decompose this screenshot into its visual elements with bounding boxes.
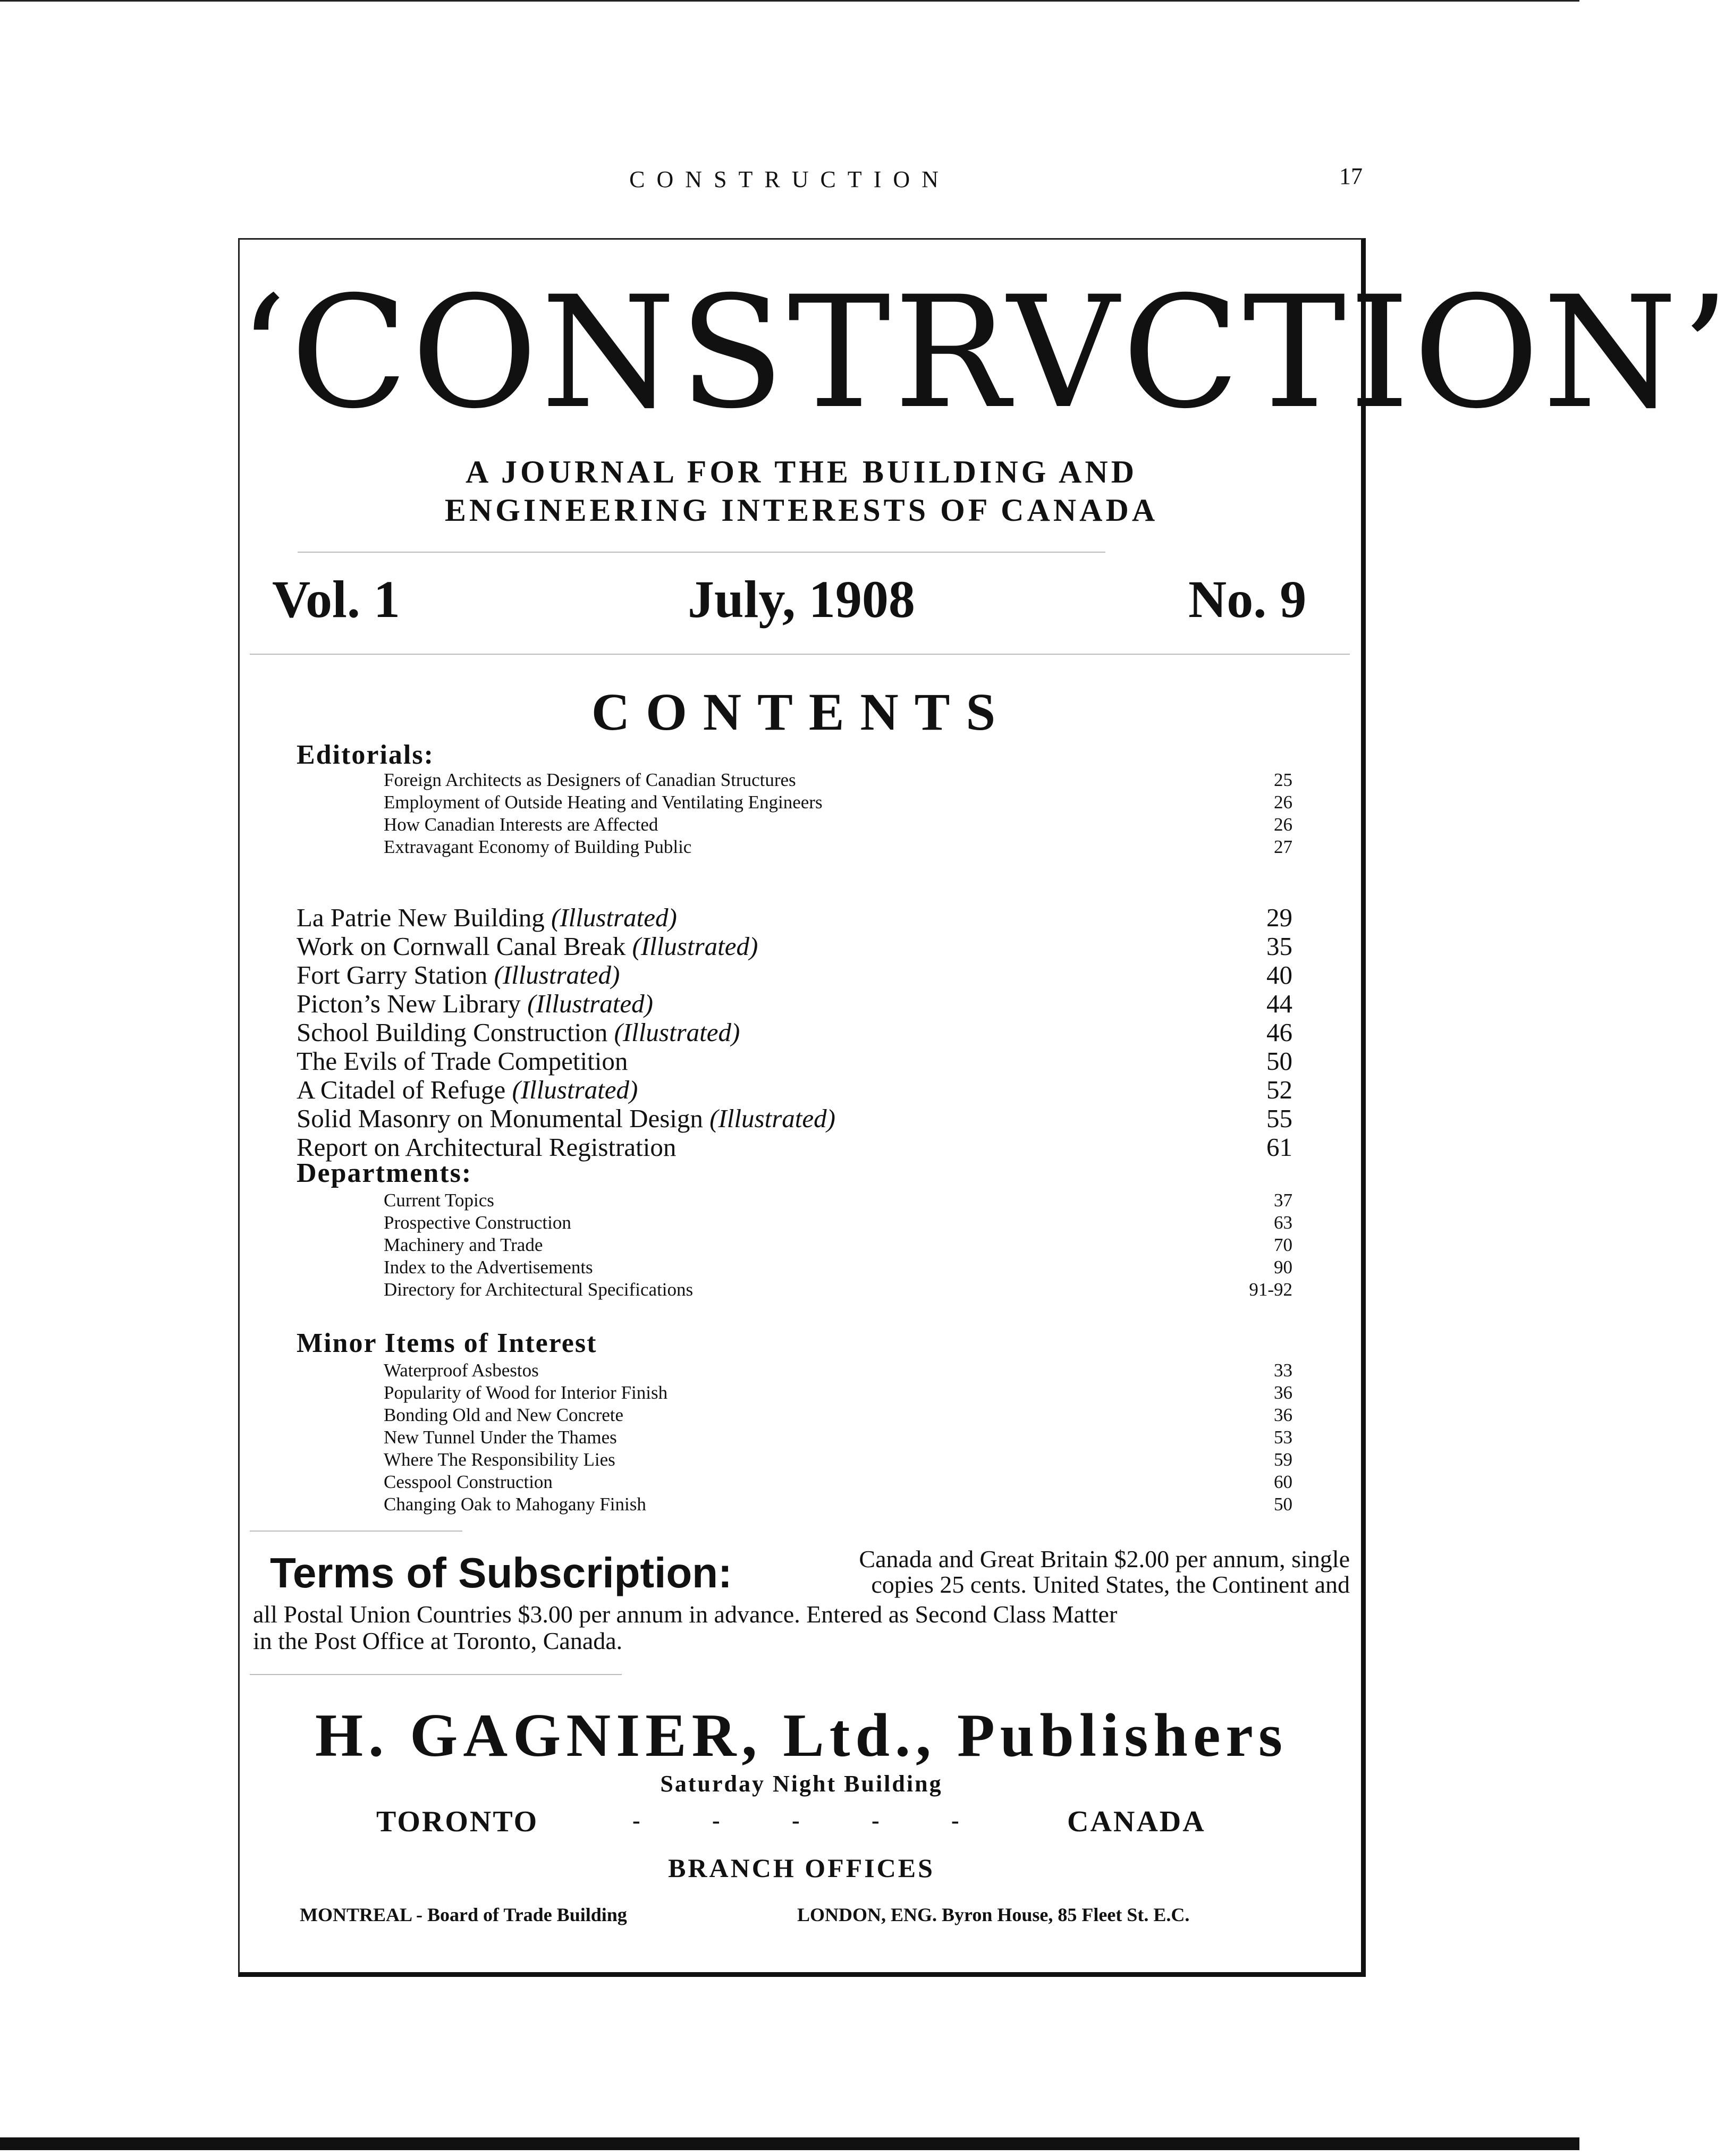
subscription-line-1: Canada and Great Britain $2.00 per annum, single <box>859 1545 1350 1572</box>
list-item: Waterproof Asbestos 33 <box>384 1360 1292 1381</box>
list-item: Solid Masonry on Monumental Design (Illustrated) 55 <box>297 1104 1292 1133</box>
departments-list <box>384 1189 1292 1301</box>
separator-dash: - <box>792 1807 800 1833</box>
list-item: Machinery and Trade 70 <box>384 1235 1292 1255</box>
subscription-line-3: all Postal Union Countries $3.00 per annum in advance. Entered as Second Class Matter <box>253 1601 1118 1628</box>
departments-heading: Departments: <box>297 1158 472 1188</box>
list-item: Changing Oak to Mahogany Finish 50 <box>384 1494 1292 1515</box>
publisher-building: Saturday Night Building <box>660 1771 943 1797</box>
publisher-name: H. GAGNIER, Ltd., Publishers <box>315 1702 1288 1770</box>
page-top-edge <box>0 0 1579 2</box>
branch-montreal: MONTREAL - Board of Trade Building <box>300 1904 627 1925</box>
issue-number: No. 9 <box>1188 570 1307 629</box>
list-item: Extravagant Economy of Building Public 27 <box>384 836 1292 857</box>
divider <box>250 1674 622 1675</box>
list-item: Where The Responsibility Lies 59 <box>384 1449 1292 1470</box>
subscription-heading: Terms of Subscription: <box>270 1549 732 1596</box>
masthead-title: ‘CONSTRVCTION’ <box>238 264 1733 443</box>
list-item: The Evils of Trade Competition 50 <box>297 1046 1292 1076</box>
list-item: Foreign Architects as Designers of Canadian Structures 25 <box>384 770 1292 790</box>
page-number: 17 <box>1339 163 1363 189</box>
separator-dash: - <box>712 1807 720 1833</box>
publisher-country: CANADA <box>1067 1805 1206 1838</box>
list-item: Picton’s New Library (Illustrated) 44 <box>297 989 1292 1018</box>
separator-dash: - <box>872 1807 880 1833</box>
articles-list <box>297 903 1292 1162</box>
editorials-heading: Editorials: <box>297 740 434 770</box>
list-item: Work on Cornwall Canal Break (Illustrated) 35 <box>297 932 1292 961</box>
branch-london: LONDON, ENG. Byron House, 85 Fleet St. E.C. <box>797 1904 1190 1925</box>
minor-items-heading: Minor Items of Interest <box>297 1328 597 1358</box>
list-item: Prospective Construction 63 <box>384 1212 1292 1233</box>
minor-items-list <box>384 1359 1292 1516</box>
list-item: Current Topics 37 <box>384 1190 1292 1211</box>
list-item: Popularity of Wood for Interior Finish 36 <box>384 1382 1292 1403</box>
list-item: La Patrie New Building (Illustrated) 29 <box>297 903 1292 932</box>
publisher-city: TORONTO <box>376 1805 539 1838</box>
list-item: Index to the Advertisements 90 <box>384 1257 1292 1278</box>
separator-dash: - <box>951 1807 959 1833</box>
list-item: How Canadian Interests are Affected 26 <box>384 814 1292 835</box>
branch-offices-heading: BRANCH OFFICES <box>668 1853 935 1883</box>
running-head: CONSTRUCTION <box>629 166 950 192</box>
list-item: Cesspool Construction 60 <box>384 1472 1292 1492</box>
masthead-subtitle-1: A JOURNAL FOR THE BUILDING AND <box>465 454 1138 489</box>
list-item: Fort Garry Station (Illustrated) 40 <box>297 960 1292 990</box>
list-item: Report on Architectural Registration 61 <box>297 1132 1292 1162</box>
list-item: Directory for Architectural Specifications 91-92 <box>384 1279 1292 1300</box>
masthead-subtitle-2: ENGINEERING INTERESTS OF CANADA <box>444 493 1159 528</box>
issue-date: July, 1908 <box>688 570 915 629</box>
divider <box>250 654 1350 655</box>
page-bottom-edge <box>0 2137 1579 2150</box>
list-item: Bonding Old and New Concrete 36 <box>384 1405 1292 1425</box>
separator-dash: - <box>632 1807 640 1833</box>
subscription-line-4: in the Post Office at Toronto, Canada. <box>253 1627 623 1654</box>
editorials-list <box>384 769 1292 858</box>
list-item: Employment of Outside Heating and Ventilating Engineers 26 <box>384 792 1292 813</box>
divider <box>298 552 1105 553</box>
volume-label: Vol. 1 <box>272 570 400 629</box>
list-item: New Tunnel Under the Thames 53 <box>384 1427 1292 1448</box>
subscription-line-2: copies 25 cents. United States, the Continent and <box>871 1571 1350 1598</box>
divider <box>250 1531 462 1532</box>
list-item: School Building Construction (Illustrated) 46 <box>297 1018 1292 1047</box>
list-item: A Citadel of Refuge (Illustrated) 52 <box>297 1075 1292 1104</box>
contents-heading: CONTENTS <box>591 682 1012 741</box>
